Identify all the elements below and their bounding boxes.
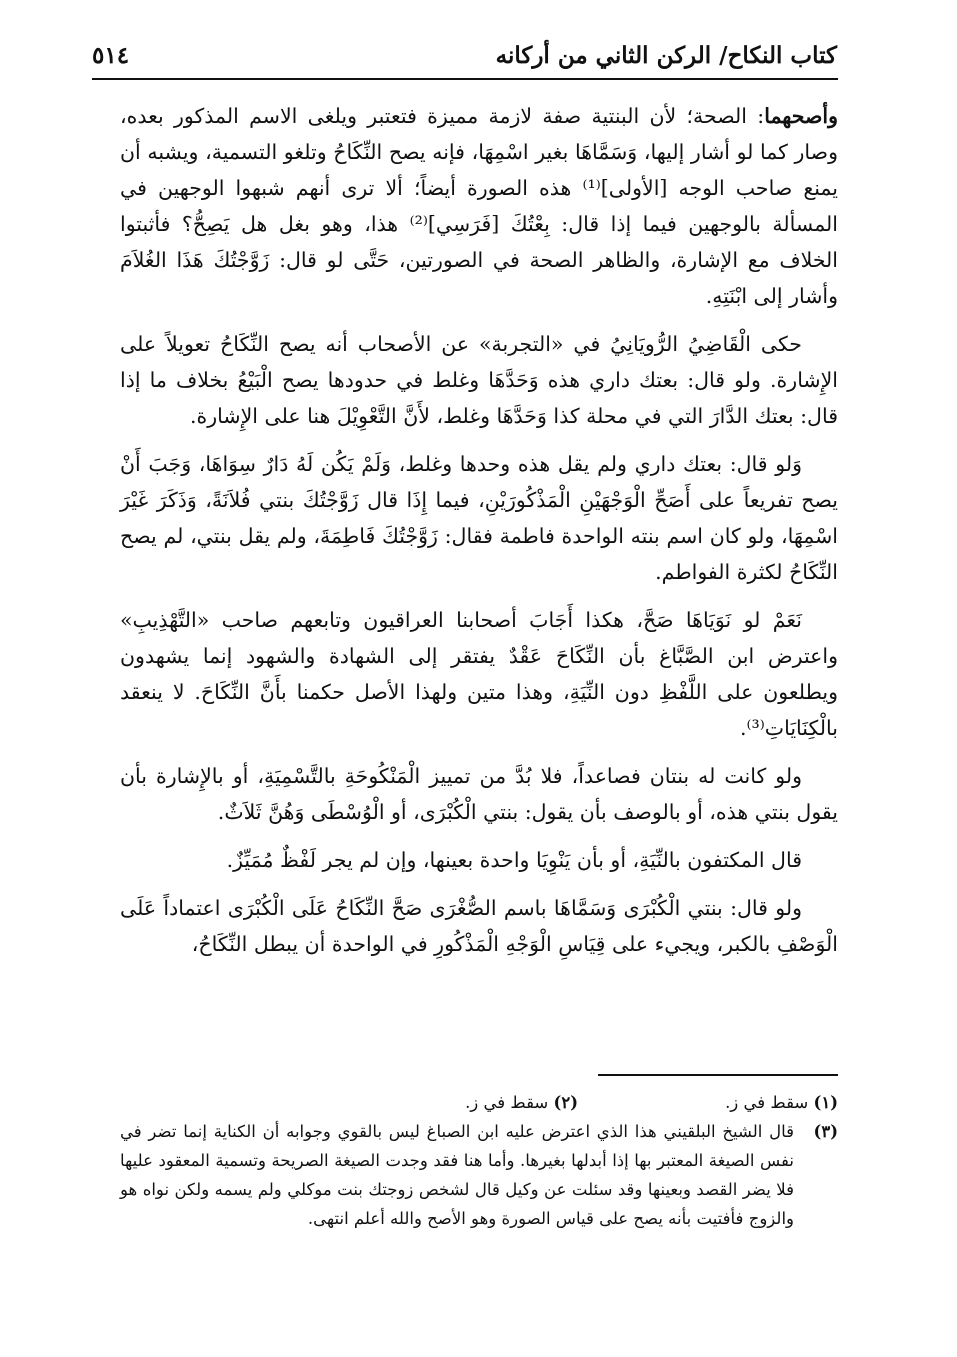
footnote-2: [318, 1088, 578, 1117]
footnote-1: [578, 1088, 838, 1117]
footnote-1-number: (١): [813, 1093, 838, 1112]
footnote-1-text: سقط في ز.: [725, 1093, 809, 1112]
footnotes: [120, 1088, 838, 1233]
paragraph-1-lead: وأصحهما: [764, 104, 838, 128]
footnote-3-number: (٣): [813, 1122, 838, 1141]
header-rule: [92, 78, 838, 80]
paragraph-1: [120, 98, 838, 314]
chapter-title: كتاب النكاح/ الركن الثاني من أركانه: [495, 42, 837, 69]
page-number: ٥١٤: [92, 42, 130, 69]
footnote-2-number: (٢): [553, 1093, 578, 1112]
paragraph-7: ولو قال: بنتي الْكُبْرَى وَسَمَّاهَا باسم الصُّغْرَى صَحَّ النِّكَاحُ عَلَى الْكُبْرَى اعتماداً عَلَى الْوَصْفِ بالكبر، ويجيء على قِيَاسِ الْوَجْهِ الْمَذْكُورِ في الواحدة أن يبطل النِّكَاحُ،: [120, 896, 838, 956]
paragraph-6: قال المكتفون بالنِّيَةِ، أو بأن يَنْوِيَا واحدة بعينها، وإن لم يجر لَفْظٌ مُمَيِّزٌ.: [226, 848, 802, 872]
footnote-2-text: سقط في ز.: [465, 1093, 549, 1112]
footnote-row-1-2: [120, 1088, 838, 1117]
main-text: [120, 98, 838, 962]
paragraph-2: حكى الْقَاضِيُ الرُّويَانِيُ في «التجربة» عن الأصحاب أنه يصح النِّكَاحُ تعويلاً على الإِشارة. ولو قال: بعتك داري هذه وَحَدَّهَا وغلط في حدودها يصح الْبَيْعُ بخلاف ما إذا قال: بعتك الدَّارَ التي في محلة كذا وَحَدَّهَا وغلط، لأَنَّ التَّعْوِيْلَ هنا على الإِشارة.: [120, 332, 838, 428]
paragraph-1-text: : الصحة؛ لأن البنتية صفة لازمة مميزة فتعتبر ويلغى الاسم المذكور بعده، وصار كما لو أشار إليها، وَسَمَّاهَا بغير اسْمِهَا، فإنه يصح النِّكَاحُ وتلغو التسمية، ويشبه أن يمنع صاحب الوجه [الأولى]⁽¹⁾ هذه الصورة أيضاً؛ ألا ترى أنهم شبهوا الوجهين في المسألة بالوجهين فيما إذا قال: بِعْتُكَ [فَرَسِي]⁽²⁾ هذا، وهو بغل هل يَصِحُّ؟ فأثبتوا الخلاف مع الإشارة، والظاهر الصحة في الصورتين، حَتَّى لو قال: زَوَّجْتُكَ هَذَا الغُلاَمَ وأشار إلى ابْنَتِهِ.: [120, 104, 838, 308]
paragraph-5: ولو كانت له بنتان فصاعداً، فلا بُدَّ من تمييز الْمَنْكُوحَةِ بالتَّسْمِيَةِ، أو بالإِشارة بأن يقول بنتي هذه، أو بالوصف بأن يقول: بنتي الْكُبْرَى، أو الْوُسْطَى وَهُنَّ ثَلاَثٌ.: [120, 764, 838, 824]
footnote-rule: [598, 1074, 838, 1076]
running-header: [92, 38, 837, 78]
paragraph-4: نَعَمْ لو نَوَيَاهَا صَحَّ، هكذا أَجَابَ أصحابنا العراقيون وتابعهم صاحب «التَّهْذِيبِ» واعترض ابن الصَّبَّاغ بأن النِّكَاحَ عَقْدٌ يفتقر إلى الشهادة والشهود إنما يشهدون ويطلعون على اللَّفْظِ دون النِّيَةِ، وهذا متين ولهذا الأصل حكمنا بأَنَّ النِّكَاحَ. لا ينعقد بالْكِنَايَاتِ⁽³⁾.: [120, 608, 838, 740]
paragraph-3: وَلو قال: بعتك داري ولم يقل هذه وحدها وغلط، وَلَمْ يَكُن لَهُ دَارٌ سِوَاهَا، وَجَبَ أَنْ يصح تفريعاً على أَصَحِّ الْوَجْهَيْنِ الْمَذْكُورَيْنِ، فيما إِذَا قال زَوَّجْتُكَ بنتي فُلاَنَةً، وَذَكَرَ غَيْرَ اسْمِهَا، ولو كان اسم بنته الواحدة فاطمة فقال: زَوَّجْتُكَ فَاطِمَةَ، ولم يقل بنتي، لم يصح النِّكَاحُ لكثرة الفواطم.: [120, 452, 838, 584]
footnote-3: [120, 1117, 838, 1233]
footnote-3-text: قال الشيخ البلقيني هذا الذي اعترض عليه ابن الصباغ ليس بالقوي وجوابه أن الكناية إنما تضر في نفس الصيغة المعتبر بها إذا أبدلها بغيرها. وأما هنا فقد وجدت الصيغة الصريحة وتسمية المعقود عليها فلا يضر القصد وبعينها وقد سئلت عن وكيل قال لشخص زوجتك بنت موكلي ولم يسمه ولكن نواه هو والزوج فأفتيت بأنه يصح على قياس الصورة وهو الأصح والله أعلم انتهى.: [120, 1122, 794, 1228]
